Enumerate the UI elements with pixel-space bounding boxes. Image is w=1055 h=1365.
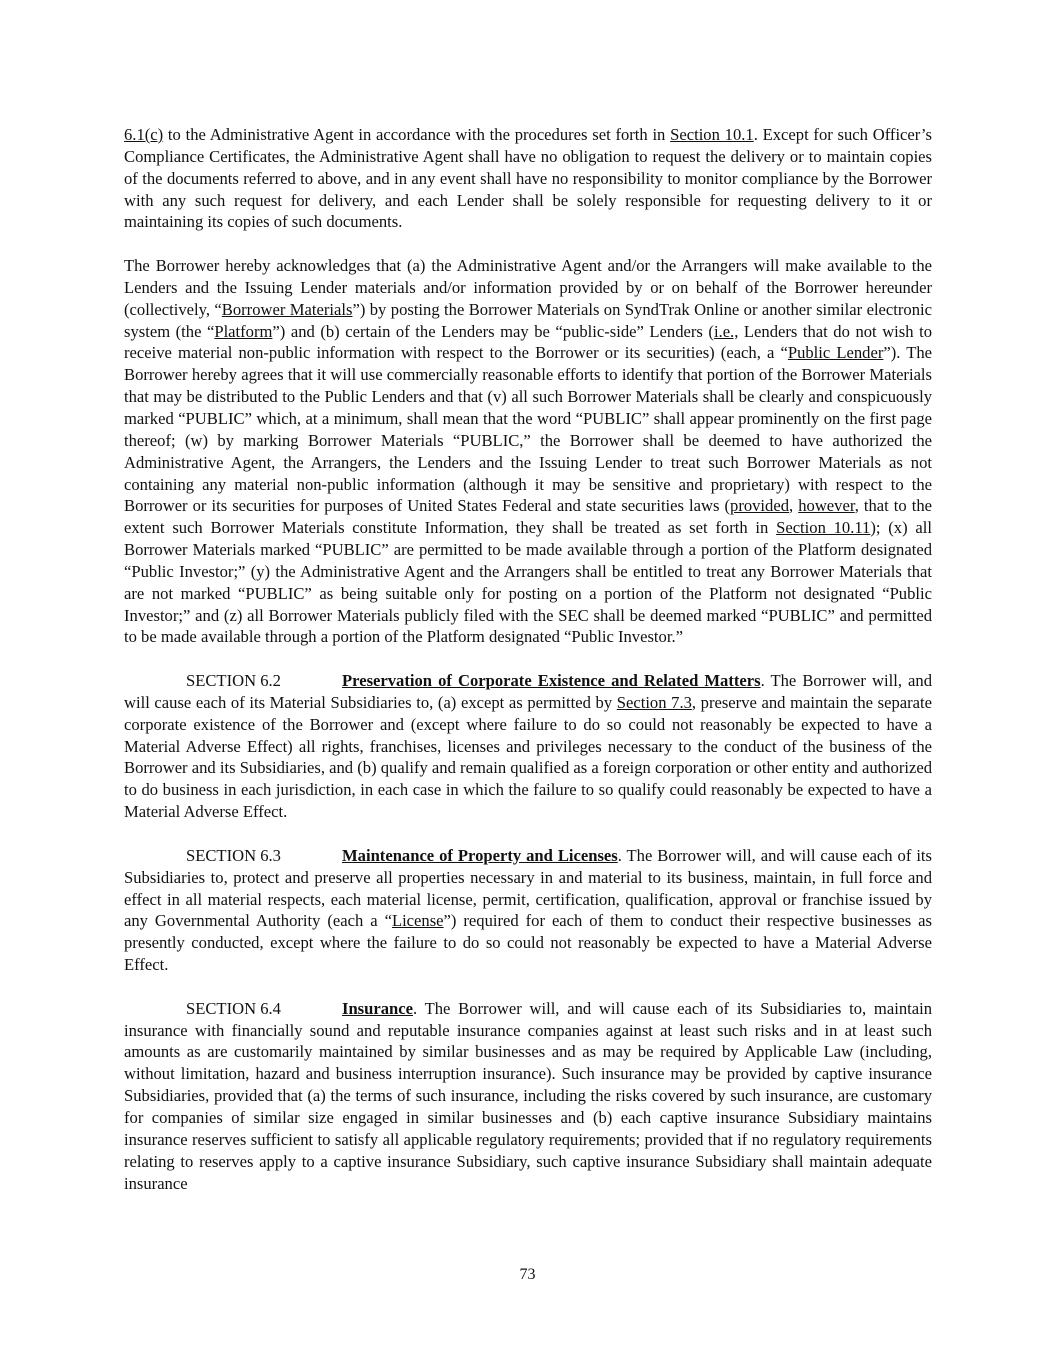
defined-term: License bbox=[391, 911, 444, 931]
defined-term: Borrower Materials bbox=[221, 299, 353, 319]
section-heading: Preservation of Corporate Existence and Related Matters bbox=[342, 671, 761, 691]
section-number: SECTION 6.2 bbox=[186, 671, 281, 691]
paragraph-borrower-materials: The Borrower hereby acknowledges that (a) the Administrative Agent and/or the Arrangers will make available to the Lenders and the Issuing Lender materials and/or information provided by or on behalf of the Borrower hereunder (collectively, “Borrower Materials”) by posting the Borrower Materials on SyndTrak Online or another similar electronic system (the “Platform”) and (b) certain of the Lenders may be “public-side” Lenders (i.e., Lenders that do not wish to receive material non-public information with respect to the Borrower or its securities) (each, a “Public Lender”). The Borrower hereby agrees that it will use commercially reasonable efforts to identify that portion of the Borrower Materials that may be distributed to the Public Lenders and that (v) all such Borrower Materials shall be clearly and conspicuously marked “PUBLIC” which, at a minimum, shall mean that the word “PUBLIC” shall appear prominently on the first page thereof; (w) by marking Borrower Materials “PUBLIC,” the Borrower shall be deemed to have authorized the Administrative Agent, the Arrangers, the Lenders and the Issuing Lender to treat such Borrower Materials as not containing any material non-public information (although it may be sensitive and proprietary) with respect to the Borrower or its securities for purposes of United States Federal and state securities laws (provided, however, that to the extent such Borrower Materials constitute Information, they shall be treated as set forth in Section 10.11); (x) all Borrower Materials marked “PUBLIC” are permitted to be made available through a portion of the Platform designated “Public Investor;” (y) the Administrative Agent and the Arrangers shall be entitled to treat any Borrower Materials that are not marked “PUBLIC” as being suitable only for posting on a portion of the Platform not designated “Public Investor;” and (z) all Borrower Materials publicly filed with the SEC shall be deemed marked “PUBLIC” and permitted to be made available through a portion of the Platform designated “Public Investor.” bbox=[124, 256, 933, 647]
paragraph-document-delivery: 6.1(c) to the Administrative Agent in accordance with the procedures set forth in Section 10.1. Except for such Officer’s Compliance Certificates, the Administrative Agent shall have no obligation to request the delivery or to maintain copies of the documents referred to above, and in any event shall have no responsibility to monitor compliance by the Borrower with any such request for delivery, and each Lender shall be solely responsible for requesting delivery to it or maintaining its copies of such documents. bbox=[124, 125, 932, 232]
section-6-3: SECTION 6.3 Maintenance of Property and Licenses. The Borrower will, and will cause each of its Subsidiaries to, protect and preserve all properties necessary in and material to its business, maintain, in full force and effect in all material respects, each material license, permit, certification, qualification, approval or franchise issued by any Governmental Authority (each a “License”) required for each of them to conduct their respective businesses as presently conducted, except where the failure to do so could not reasonably be expected to have a Material Adverse Effect. bbox=[124, 845, 932, 975]
defined-term: however bbox=[798, 496, 855, 516]
section-6-2: SECTION 6.2 Preservation of Corporate Existence and Related Matters. The Borrower will, and will cause each of its Material Subsidiaries to, (a) except as permitted by Section 7.3, preserve and maintain the separate corporate existence of the Borrower and (except where failure to do so could not reasonably be expected to have a Material Adverse Effect) all rights, franchises, licenses and privileges necessary to the conduct of the business of the Borrower and its Subsidiaries, and (b) qualify and remain qualified as a foreign corporation or other entity and authorized to do business in each jurisdiction, in each case in which the failure to so qualify could reasonably be expected to have a Material Adverse Effect. bbox=[124, 671, 933, 822]
section-6-4: SECTION 6.4 Insurance. The Borrower will, and will cause each of its Subsidiaries to, maintain insurance with financially sound and reputable insurance companies against at least such risks and in at least such amounts as are customarily maintained by similar businesses and as may be required by Applicable Law (including, without limitation, hazard and business interruption insurance). Such insurance may be provided by captive insurance Subsidiaries, provided that (a) the terms of such insurance, including the risks covered by such insurance, are customary for companies of similar size engaged in similar businesses and (b) each captive insurance Subsidiary maintains insurance reserves sufficient to satisfy all applicable regulatory requirements; provided that if no regulatory requirements relating to reserves apply to a captive insurance Subsidiary, such captive insurance Subsidiary shall maintain adequate insurance bbox=[124, 998, 932, 1193]
section-number: SECTION 6.3 bbox=[186, 845, 281, 865]
section-reference: Section 7.3 bbox=[616, 692, 692, 712]
defined-term: provided bbox=[730, 496, 790, 516]
defined-term: Platform bbox=[214, 321, 273, 341]
section-heading: Maintenance of Property and Licenses bbox=[342, 845, 618, 865]
section-number: SECTION 6.4 bbox=[186, 998, 281, 1018]
section-reference: Section 10.11 bbox=[776, 518, 871, 538]
defined-term: Public Lender bbox=[787, 343, 884, 363]
document-page bbox=[124, 124, 932, 1216]
section-heading: Insurance bbox=[342, 998, 413, 1018]
section-reference: Section 10.1 bbox=[670, 125, 754, 144]
defined-term: i.e., bbox=[713, 321, 739, 341]
section-reference: 6.1(c) bbox=[124, 125, 164, 144]
page-number: 73 bbox=[519, 1266, 536, 1283]
